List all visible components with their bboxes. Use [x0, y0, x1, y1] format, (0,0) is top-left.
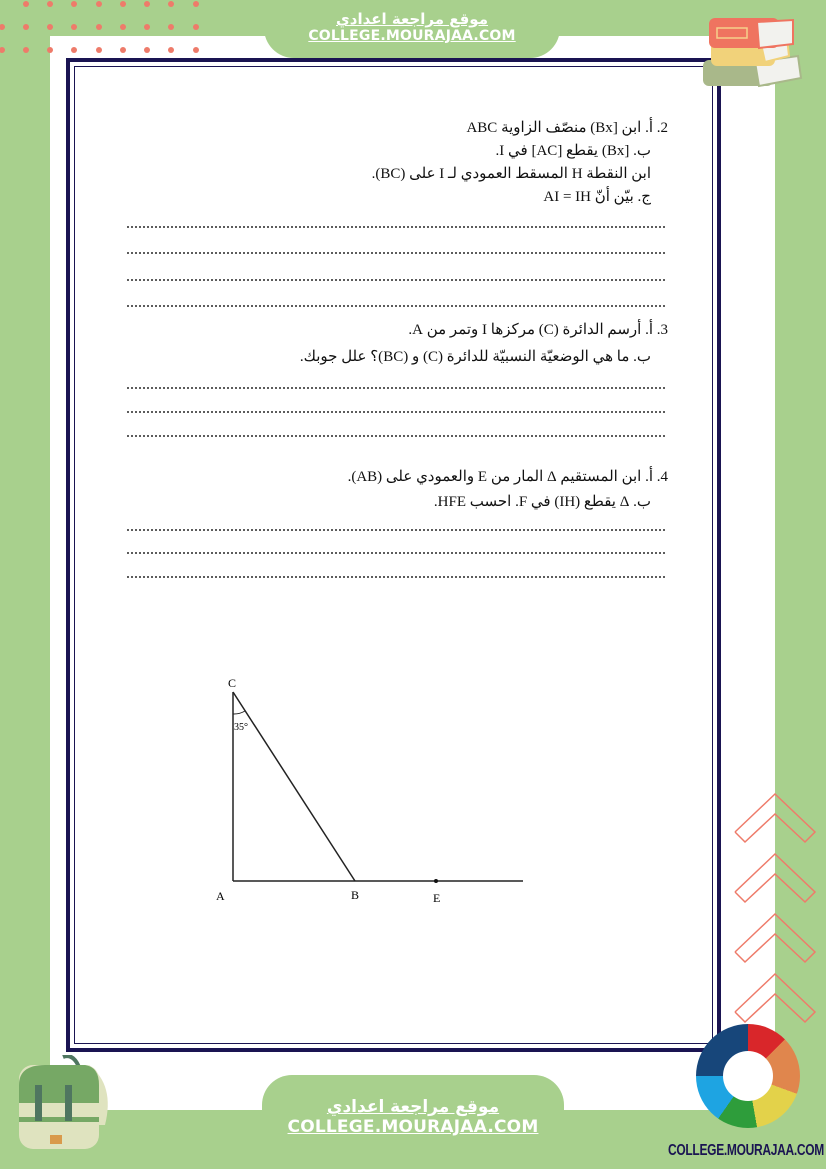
answer-line[interactable]	[126, 552, 666, 554]
answer-line[interactable]	[126, 576, 666, 578]
backpack-icon	[15, 1055, 115, 1155]
decorative-dots-row	[0, 47, 220, 55]
chevron-up-icons	[733, 792, 817, 1032]
answer-line[interactable]	[126, 226, 666, 228]
triangle-figure	[200, 660, 540, 910]
footer-site-link[interactable]: COLLEGE.MOURAJAA.COM	[287, 1117, 539, 1137]
header-site-link[interactable]: COLLEGE.MOURAJAA.COM	[308, 28, 516, 44]
question-2b: ب. [Bx) يقطع [AC] في I.	[495, 143, 651, 159]
answer-line[interactable]	[126, 279, 666, 281]
question-3b: ب. ما هي الوضعيّة النسبيّة للدائرة (C) و (BC)؟ علل جوبك.	[299, 349, 651, 365]
answer-line[interactable]	[126, 411, 666, 413]
footer-banner	[262, 1075, 564, 1169]
education-wheel-logo	[696, 1024, 800, 1128]
header-arabic-title: موقع مراجعة اعدادي	[336, 10, 488, 28]
answer-line[interactable]	[126, 252, 666, 254]
header-banner	[264, 0, 560, 58]
question-2c: ج. بيّن أنّ AI = IH	[543, 189, 651, 205]
answer-line[interactable]	[126, 529, 666, 531]
angle-label: 35°	[234, 722, 248, 733]
question-2b-detail: ابن النقطة H المسقط العمودي لـ I على (BC).	[371, 166, 651, 182]
question-3a: 3. أ. أرسم الدائرة (C) مركزها I وتمر من A.	[408, 322, 668, 338]
question-4a: 4. أ. ابن المستقيم Δ المار من E والعمودي على (AB).	[347, 469, 668, 485]
footer-arabic-title: موقع مراجعة اعدادي	[326, 1097, 500, 1117]
answer-line[interactable]	[126, 305, 666, 307]
books-stack-icon	[695, 12, 805, 92]
answer-line[interactable]	[126, 435, 666, 437]
question-4b: ب. Δ يقطع (IH) في F. احسب HFE.	[433, 494, 651, 510]
label-e: E	[433, 891, 441, 905]
logo-site-text[interactable]: COLLEGE.MOURAJAA.COM	[668, 1140, 825, 1160]
label-c: C	[228, 676, 237, 690]
label-b: B	[351, 888, 360, 902]
label-a: A	[216, 889, 225, 903]
question-2a: 2. أ. ابن [Bx) منصّف الزاوية ABC	[466, 120, 668, 136]
answer-line[interactable]	[126, 387, 666, 389]
